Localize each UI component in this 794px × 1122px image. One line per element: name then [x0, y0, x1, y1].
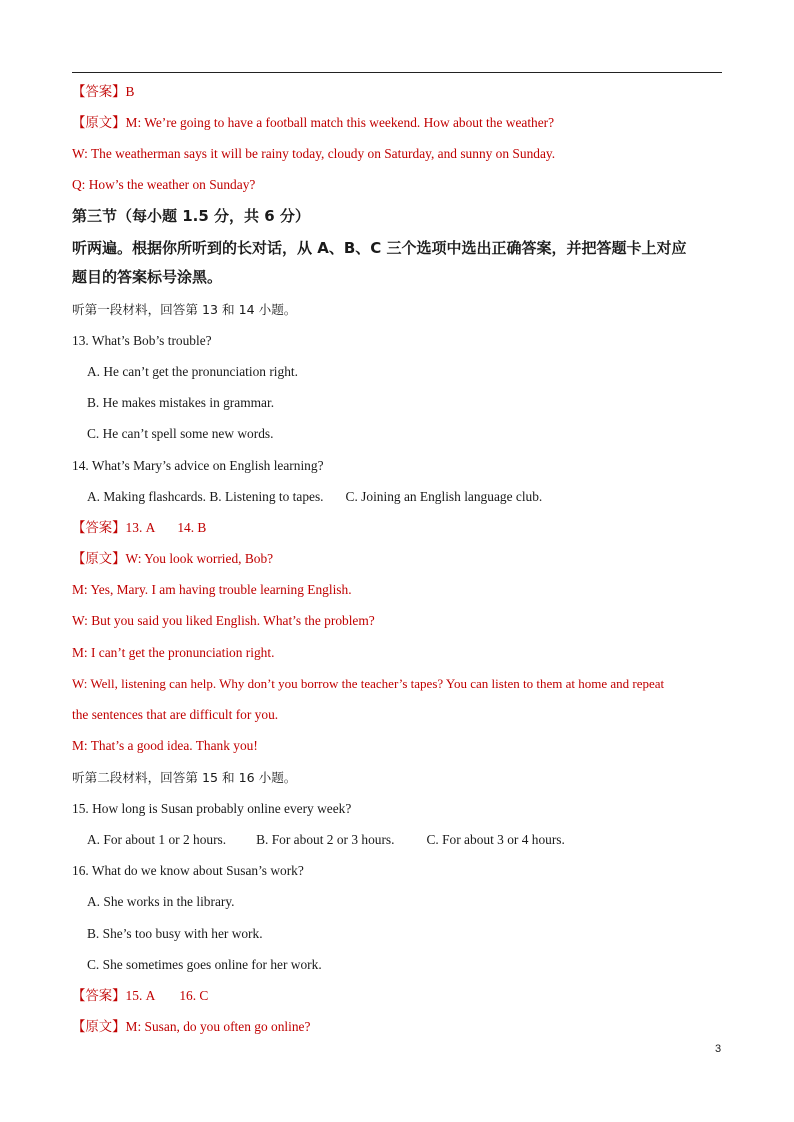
- answer-16: 16. C: [179, 988, 209, 1003]
- answer-13-14: [72, 519, 206, 537]
- original-12-m: 【原文】M: We’re going to have a football match this weekend. How about the weather?: [72, 115, 555, 130]
- question-13: 13. What’s Bob’s trouble?: [72, 333, 212, 348]
- dialog1-line-3: W: But you said you liked English. What’s the problem?: [72, 613, 375, 628]
- question-16: 16. What do we know about Susan’s work?: [72, 863, 304, 878]
- top-rule: [72, 72, 722, 73]
- page-number: 3: [715, 1043, 722, 1055]
- dialog1-line-7: M: That’s a good idea. Thank you!: [72, 738, 258, 753]
- q15-options-row: [87, 831, 565, 849]
- answer-15-16: [72, 987, 208, 1005]
- dialog1-line-1: 【原文】W: You look worried, Bob?: [72, 551, 274, 566]
- q15-option-a: A. For about 1 or 2 hours.: [87, 832, 227, 847]
- material1-intro: 听第一段材料，回答第 13 和 14 小题。: [72, 302, 297, 317]
- answer-13: 【答案】13. A: [72, 520, 156, 535]
- section3-title: 第三节（每小题 1.5 分，共 6 分）: [72, 207, 310, 225]
- original-12-w: W: The weatherman says it will be rainy today, cloudy on Saturday, and sunny on Sunday.: [72, 146, 556, 161]
- q14-options-row: [87, 488, 542, 506]
- q16-option-c: C. She sometimes goes online for her work.: [87, 957, 322, 972]
- material2-intro: 听第二段材料，回答第 15 和 16 小题。: [72, 770, 297, 785]
- q16-option-b: B. She’s too busy with her work.: [87, 926, 263, 941]
- q14-option-c: C. Joining an English language club.: [345, 489, 543, 504]
- dialog1-line-6: the sentences that are difficult for you.: [72, 707, 279, 722]
- dialog1-line-2: M: Yes, Mary. I am having trouble learning English.: [72, 582, 352, 597]
- question-15: 15. How long is Susan probably online every week?: [72, 801, 352, 816]
- answer-15: 【答案】15. A: [72, 988, 156, 1003]
- q13-option-a: A. He can’t get the pronunciation right.: [87, 364, 298, 379]
- section3-instruction-1: 听两遍。根据你所听到的长对话，从 A、B、C 三个选项中选出正确答案，并把答题卡上对应: [72, 239, 687, 257]
- dialog2-line-1: 【原文】M: Susan, do you often go online?: [72, 1019, 311, 1034]
- q15-option-c: C. For about 3 or 4 hours.: [426, 832, 565, 847]
- answer-12: 【答案】B: [72, 84, 135, 99]
- q13-option-c: C. He can’t spell some new words.: [87, 426, 274, 441]
- question-14: 14. What’s Mary’s advice on English learning?: [72, 458, 324, 473]
- q16-option-a: A. She works in the library.: [87, 894, 235, 909]
- dialog1-line-4: M: I can’t get the pronunciation right.: [72, 645, 275, 660]
- q13-option-b: B. He makes mistakes in grammar.: [87, 395, 275, 410]
- section3-instruction-2: 题目的答案标号涂黑。: [72, 268, 223, 286]
- q14-option-ab: A. Making flashcards. B. Listening to tapes.: [87, 489, 324, 504]
- answer-14: 14. B: [177, 520, 207, 535]
- dialog1-line-5: W: Well, listening can help. Why don’t you borrow the teacher’s tapes? You can listen to them at home and repeat: [72, 676, 665, 691]
- q15-option-b: B. For about 2 or 3 hours.: [256, 832, 395, 847]
- original-12-q: Q: How’s the weather on Sunday?: [72, 177, 256, 192]
